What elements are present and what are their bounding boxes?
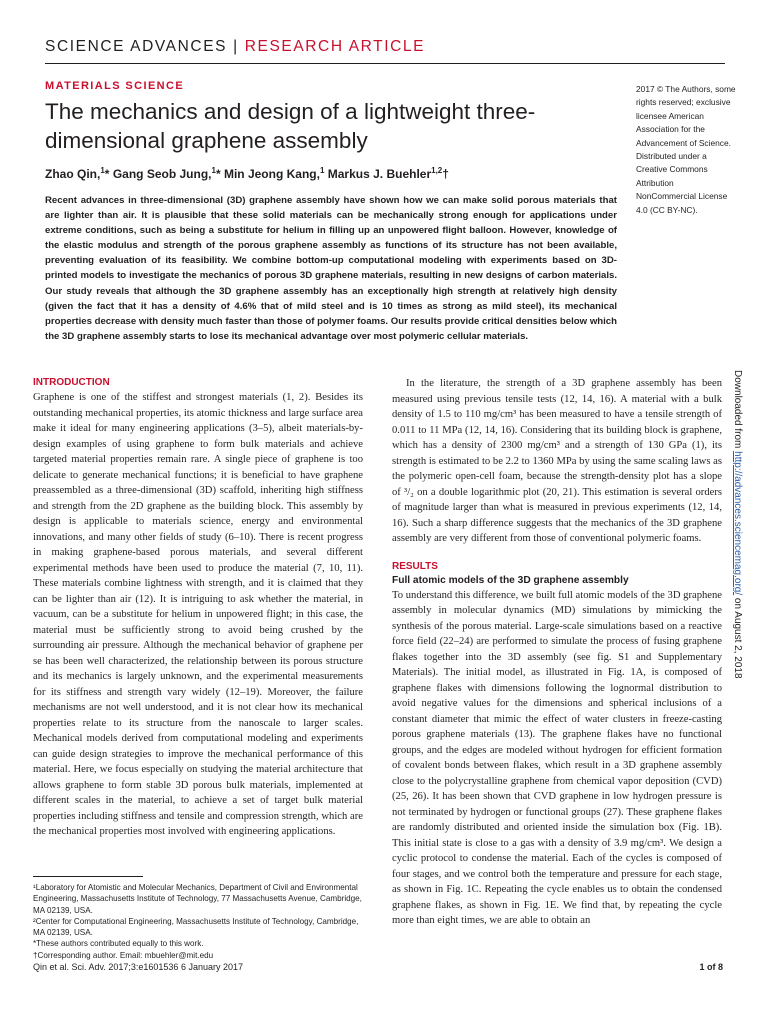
introduction-heading: INTRODUCTION <box>33 377 110 388</box>
right-column <box>392 376 722 929</box>
author-affiliation: 1 <box>319 166 325 175</box>
download-note <box>732 370 743 679</box>
corresponding-author-note: †Corresponding author. Email: mbuehler@mit.edu <box>33 950 214 960</box>
equal-contribution-note: *These authors contributed equally to this work. <box>33 939 204 949</box>
author-affiliation: 1 <box>100 166 105 175</box>
affiliation-footnote: ²Center for Computational Engineering, Massachusetts Institute of Technology, Cambridge, MA 02139, USA. <box>33 916 359 938</box>
results-subheading: Full atomic models of the 3D graphene assembly <box>392 574 629 586</box>
header-rule <box>45 63 725 64</box>
author-affiliation: 1,2 <box>431 166 443 175</box>
author-list <box>45 166 625 181</box>
download-note-prefix: Downloaded from <box>732 370 743 452</box>
footnote-rule <box>33 876 143 877</box>
section-gap <box>392 547 722 560</box>
left-column <box>33 376 363 840</box>
journal-header <box>45 38 725 56</box>
author-name: Markus J. Buehler <box>327 167 432 181</box>
download-note-suffix: on August 2, 2018 <box>732 595 743 679</box>
section-label: MATERIALS SCIENCE <box>45 80 185 92</box>
citation-line: Qin et al. Sci. Adv. 2017;3:e1601536 6 January 2017 <box>33 962 243 972</box>
author-mark: † <box>442 167 449 181</box>
introduction-text: Graphene is one of the stiffest and strongest materials (1, 2). Besides its outstanding mechanical properties, its atomic thickness and large surface area make it ideal for many engineering applications (3–5), albeit materials-by-design examples of using graphene to form bulk materials and achieve targeted material properties remain rare. A single piece of graphene is too delicate to generate mechanical functions; it is beneficial to have graphene preassembled as a three-dimensional (3D) scaffold, inheriting high stiffness and strength from the 2D graphene as the building block. This assembly by design is applicable to materials science, energy and environmental innovations, and many other fields of study (6–10). There is recent progress in making graphene-based porous materials, and several different experimental methods have been used to produce the material (7, 10, 11). These materials combine lightness with strength, and it is claimed that they can be lighter than air (12). It is intriguing to ask whether the material, in vacuum, can be a substitute for helium in unpowered flight; in this case, the material must be sufficiently strong to avoid being crushed by the surrounding air pressure. Although the mechanical behavior of graphene per se has been well characterized, the relationship between its porous structure and its mechanics is largely unknown, and the experimental measurements for its stiffness and strength vary widely (12–19). Moreover, the failure mechanisms are not well understood, and it is not clear how its mechanical properties relate to its structure from the nanoscale to larger scales. Mechanical models derived from computational modeling and experiments can guide design strategies to improve the mechanical performance of this material. Here, we focus especially on studying the material architecture that allows graphene to form stable 3D porous bulk materials, implemented at different scales in the material, to achieve a set of target bulk material properties including stiffness and tensile and compression strength, which are the mechanical properties most involved with engineering applications. <box>33 392 363 837</box>
download-link[interactable]: http://advances.sciencemag.org/ <box>732 451 743 596</box>
page-number: 1 of 8 <box>699 962 723 972</box>
results-text: To understand this difference, we built full atomic models of the 3D graphene assembly in molecular dynamics (MD) simulations by mimicking the synthesis of the porous material. Large-scale simulations based on a reactive force field (22–24) are performed to simulate the process of fusing graphene flakes together into the 3D assembly (see fig. S1 and Supplementary Materials). The initial model, as illustrated in Fig. 1A, is composed of graphene flakes with dimensions following the lognormal distribution to avoid negative values for the dimensions and spherical inclusions of a constant diameter that mimic the effect of water clusters in freeze-casting porous graphene materials (13). The graphene flakes have no functional groups, and the edges are modeled without hydrogen for efficient formation of covalent bonds between flakes, which result in a 3D graphene assembly close to the polycrystalline graphene from chemical vapor deposition (CVD) (25, 26). It has been shown that CVD graphene in low hydrogen pressure is not terminated by hydrogen or functional groups (27). These graphene flakes are randomly distributed and oriented inside the simulation box (Fig. 1B). This initial state is close to a gas with a density of 3.9 mg/cm³. We design a cyclic protocol to condense the material. Each of the cycles is composed of four stages, and we control both the temperature and pressure for each stage, as shown in Fig. 1C. Repeating the cycle enables us to obtain the condensed graphene flakes, as shown in Fig. 1E. We find that, by repeating the cycle more than eight times, we are able to obtain an <box>392 589 722 926</box>
affiliation-footnote: ¹Laboratory for Atomistic and Molecular Mechanics, Department of Civil and Environmental Engineering, Massachusetts Institute of Technology, 77 Massachusetts Avenue, Cambridge, MA 02139, USA. <box>33 883 362 915</box>
author-mark: * <box>215 167 224 181</box>
literature-paragraph: In the literature, the strength of a 3D graphene assembly has been measured using previous tensile tests (12, 14, 16). A material with a bulk density of 1.5 to 110 mg/cm³ has been measured to have a tensile strength of 0.011 to 11 MPa (12, 14, 16). Considering that its building block is graphene, which has a density of 2300 mg/cm³ and a strength of 130 GPa (1), its strength is estimated to be 2.2 to 1360 MPa by using the same scaling laws as the polymeric open-cell foam, because the strength-density plot has a slope of ³/₂ on a double logarithmic plot (20, 21). This estimation is several orders of magnitude larger than what is measured in previous experiments (12, 14, 16). Such a sharp difference suggests that the mechanics of the 3D graphene assembly are very different from those of conventional polymeric foams. <box>392 378 722 544</box>
journal-name: SCIENCE ADVANCES <box>45 38 228 55</box>
author-affiliation: 1 <box>211 166 216 175</box>
abstract: Recent advances in three-dimensional (3D) graphene assembly have shown how we can make solid porous materials that are lighter than air. It is plausible that these solid materials can be mechanically strong enough for applications under extreme conditions, such as being a substitute for helium in filling up an unpowered flight balloon. However, knowledge of the elastic modulus and strength of the porous graphene assembly as functions of its structure has not been available, preventing evaluation of its feasibility. We combine bottom-up computational modeling with experiments based on 3D-printed models to investigate the mechanics of porous 3D graphene materials, resulting in new designs of carbon materials. Our study reveals that although the 3D graphene assembly has an exceptionally high strength at relatively high density (given the fact that it has a density of 4.6% that of mild steel and is 10 times as strong as mild steel), its mechanical properties decrease with density much faster than those of polymer foams. Our results provide critical densities below which the 3D graphene assembly starts to lose its mechanical advantage over most polymeric cellular materials. <box>45 195 617 342</box>
copyright-notice: 2017 © The Authors, some rights reserved; exclusive licensee American Association for the Advancement of Science. Distributed under a Creative Commons Attribution NonCommercial License 4.0 (CC BY-NC). <box>636 84 736 215</box>
article-type: RESEARCH ARTICLE <box>244 38 426 55</box>
author-mark: * <box>104 167 113 181</box>
header-separator: | <box>233 38 239 55</box>
footnotes <box>33 882 363 961</box>
author-name: Zhao Qin, <box>45 167 101 181</box>
article-title: The mechanics and design of a lightweight three-dimensional graphene assembly <box>45 99 536 153</box>
author-name: Min Jeong Kang, <box>223 167 320 181</box>
page-footer <box>33 962 723 972</box>
results-heading: RESULTS <box>392 560 438 572</box>
author-name: Gang Seob Jung, <box>112 167 212 181</box>
